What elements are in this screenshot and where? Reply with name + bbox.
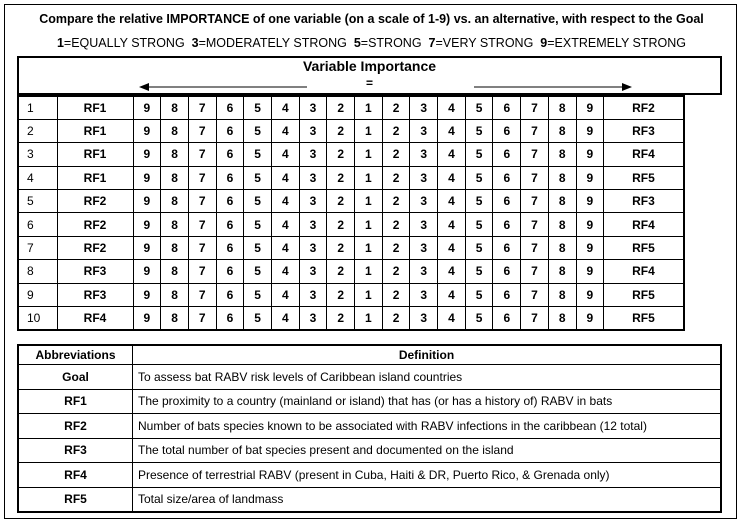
scale-value-cell[interactable]: 5 (244, 96, 272, 119)
scale-value-cell[interactable]: 6 (493, 190, 521, 213)
scale-value-cell[interactable]: 2 (327, 143, 355, 166)
scale-value-cell[interactable]: 9 (133, 213, 161, 236)
abbreviation-row (18, 438, 721, 463)
left-variable: RF1 (57, 96, 133, 119)
scale-value-cell[interactable]: 5 (465, 119, 493, 142)
scale-value-cell[interactable]: 4 (271, 143, 299, 166)
scale-value-cell[interactable]: 7 (521, 236, 549, 259)
scale-value-cell[interactable]: 4 (271, 213, 299, 236)
scale-value-cell[interactable]: 5 (244, 119, 272, 142)
scale-value-cell[interactable]: 9 (133, 166, 161, 189)
scale-value-cell[interactable]: 5 (465, 143, 493, 166)
scale-key-label: =MODERATELY STRONG (198, 36, 347, 50)
abbreviations-header-row (18, 345, 721, 365)
scale-value-cell[interactable]: 2 (382, 307, 410, 330)
scale-value-cell[interactable]: 7 (521, 283, 549, 306)
row-index: 2 (18, 119, 57, 142)
definition-header: Definition (133, 345, 722, 365)
scale-value-cell[interactable]: 4 (438, 260, 466, 283)
scale-value-cell[interactable]: 9 (576, 96, 604, 119)
scale-value-cell[interactable]: 9 (576, 143, 604, 166)
row-index: 8 (18, 260, 57, 283)
scale-key-value: 7 (428, 36, 436, 50)
scale-value-cell[interactable]: 8 (548, 283, 576, 306)
scale-value-cell[interactable]: 5 (244, 143, 272, 166)
scale-value-cell[interactable]: 9 (576, 307, 604, 330)
comparison-row (18, 260, 684, 283)
scale-value-cell[interactable]: 5 (465, 283, 493, 306)
scale-value-cell[interactable]: 3 (299, 236, 327, 259)
row-index: 7 (18, 236, 57, 259)
scale-value-cell[interactable]: 1 (355, 96, 383, 119)
scale-value-cell[interactable]: 6 (216, 307, 244, 330)
abbreviation-definition: The total number of bat species present and documented on the island (133, 438, 722, 463)
scale-value-cell[interactable]: 7 (521, 143, 549, 166)
scale-value-cell[interactable]: 3 (299, 283, 327, 306)
scale-value-cell[interactable]: 2 (327, 96, 355, 119)
scale-value-cell[interactable]: 5 (244, 307, 272, 330)
row-index: 3 (18, 143, 57, 166)
abbreviation-code: RF4 (18, 463, 133, 488)
scale-value-cell[interactable]: 2 (382, 283, 410, 306)
scale-value-cell[interactable]: 1 (355, 190, 383, 213)
scale-value-cell[interactable]: 7 (521, 260, 549, 283)
scale-value-cell[interactable]: 6 (493, 166, 521, 189)
scale-value-cell[interactable]: 2 (382, 213, 410, 236)
row-index: 5 (18, 190, 57, 213)
comparison-table (17, 95, 685, 331)
scale-value-cell[interactable]: 3 (410, 119, 438, 142)
scale-value-cell[interactable]: 4 (271, 96, 299, 119)
scale-key (0, 36, 743, 50)
left-variable: RF2 (57, 213, 133, 236)
scale-value-cell[interactable]: 2 (327, 190, 355, 213)
scale-value-cell[interactable]: 2 (327, 260, 355, 283)
scale-key-label: =STRONG (360, 36, 422, 50)
scale-value-cell[interactable]: 8 (161, 166, 189, 189)
scale-value-cell[interactable]: 9 (576, 260, 604, 283)
abbreviation-definition: The proximity to a country (mainland or island) that has (or has a history of) RABV in bats (133, 389, 722, 414)
scale-value-cell[interactable]: 7 (521, 119, 549, 142)
right-variable: RF2 (604, 96, 684, 119)
scale-value-cell[interactable]: 8 (161, 143, 189, 166)
scale-value-cell[interactable]: 3 (299, 190, 327, 213)
scale-value-cell[interactable]: 8 (161, 96, 189, 119)
scale-value-cell[interactable]: 9 (576, 166, 604, 189)
scale-value-cell[interactable]: 6 (493, 283, 521, 306)
scale-value-cell[interactable]: 9 (133, 96, 161, 119)
scale-value-cell[interactable]: 4 (271, 283, 299, 306)
abbreviation-row (18, 389, 721, 414)
scale-value-cell[interactable]: 1 (355, 283, 383, 306)
comparison-row (18, 166, 684, 189)
scale-value-cell[interactable]: 4 (438, 96, 466, 119)
abbreviations-header: Abbreviations (18, 345, 133, 365)
variable-importance-header (17, 56, 722, 95)
scale-key-item (429, 36, 534, 50)
scale-value-cell[interactable]: 9 (133, 119, 161, 142)
right-variable: RF3 (604, 119, 684, 142)
scale-value-cell[interactable]: 3 (410, 166, 438, 189)
abbreviation-row (18, 463, 721, 488)
scale-value-cell[interactable]: 3 (410, 96, 438, 119)
comparison-row (18, 283, 684, 306)
scale-value-cell[interactable]: 3 (410, 283, 438, 306)
scale-value-cell[interactable]: 1 (355, 307, 383, 330)
scale-value-cell[interactable]: 9 (576, 119, 604, 142)
scale-value-cell[interactable]: 7 (188, 119, 216, 142)
scale-value-cell[interactable]: 6 (216, 190, 244, 213)
scale-value-cell[interactable]: 9 (133, 307, 161, 330)
scale-title: Variable Importance (302, 58, 437, 74)
scale-value-cell[interactable]: 8 (548, 119, 576, 142)
scale-value-cell[interactable]: 7 (188, 166, 216, 189)
scale-value-cell[interactable]: 2 (382, 236, 410, 259)
scale-value-cell[interactable]: 6 (493, 307, 521, 330)
scale-value-cell[interactable]: 3 (299, 260, 327, 283)
scale-value-cell[interactable]: 8 (548, 236, 576, 259)
scale-value-cell[interactable]: 6 (493, 143, 521, 166)
scale-value-cell[interactable]: 2 (382, 143, 410, 166)
scale-value-cell[interactable]: 3 (299, 119, 327, 142)
scale-value-cell[interactable]: 8 (161, 236, 189, 259)
left-variable: RF1 (57, 119, 133, 142)
right-variable: RF5 (604, 236, 684, 259)
scale-value-cell[interactable]: 6 (216, 236, 244, 259)
scale-value-cell[interactable]: 4 (438, 307, 466, 330)
scale-value-cell[interactable]: 7 (521, 190, 549, 213)
scale-value-cell[interactable]: 2 (382, 96, 410, 119)
scale-value-cell[interactable]: 8 (161, 190, 189, 213)
scale-value-cell[interactable]: 8 (548, 190, 576, 213)
scale-value-cell[interactable]: 5 (465, 96, 493, 119)
scale-value-cell[interactable]: 2 (327, 213, 355, 236)
scale-value-cell[interactable]: 4 (271, 260, 299, 283)
scale-value-cell[interactable]: 9 (133, 236, 161, 259)
scale-value-cell[interactable]: 3 (299, 213, 327, 236)
scale-key-label: =VERY STRONG (435, 36, 534, 50)
scale-value-cell[interactable]: 9 (133, 260, 161, 283)
row-index: 1 (18, 96, 57, 119)
abbreviation-code: RF2 (18, 414, 133, 439)
scale-value-cell[interactable]: 5 (465, 307, 493, 330)
abbreviation-definition: To assess bat RABV risk levels of Caribbean island countries (133, 365, 722, 390)
left-variable: RF2 (57, 236, 133, 259)
scale-value-cell[interactable]: 6 (216, 260, 244, 283)
scale-value-cell[interactable]: 6 (493, 119, 521, 142)
scale-value-cell[interactable]: 8 (161, 307, 189, 330)
scale-value-cell[interactable]: 6 (216, 143, 244, 166)
scale-value-cell[interactable]: 4 (271, 307, 299, 330)
abbreviation-code: RF5 (18, 487, 133, 512)
scale-value-cell[interactable]: 8 (161, 213, 189, 236)
scale-value-cell[interactable]: 6 (216, 213, 244, 236)
row-index: 4 (18, 166, 57, 189)
scale-value-cell[interactable]: 5 (465, 236, 493, 259)
scale-value-cell[interactable]: 9 (576, 213, 604, 236)
scale-value-cell[interactable]: 3 (410, 307, 438, 330)
scale-key-label: =EQUALLY STRONG (63, 36, 185, 50)
scale-value-cell[interactable]: 9 (576, 283, 604, 306)
scale-value-cell[interactable]: 1 (355, 119, 383, 142)
scale-key-item (540, 36, 686, 50)
right-variable: RF3 (604, 190, 684, 213)
scale-value-cell[interactable]: 1 (355, 260, 383, 283)
scale-value-cell[interactable]: 2 (327, 283, 355, 306)
scale-key-value: 3 (191, 36, 199, 50)
scale-value-cell[interactable]: 8 (548, 307, 576, 330)
comparison-row (18, 143, 684, 166)
left-variable: RF1 (57, 166, 133, 189)
abbreviation-definition: Number of bats species known to be associated with RABV infections in the caribbean (12 total) (133, 414, 722, 439)
scale-value-cell[interactable]: 1 (355, 236, 383, 259)
scale-value-cell[interactable]: 7 (521, 166, 549, 189)
scale-value-cell[interactable]: 1 (355, 166, 383, 189)
scale-value-cell[interactable]: 6 (216, 283, 244, 306)
row-index: 6 (18, 213, 57, 236)
scale-key-value: 5 (353, 36, 361, 50)
scale-value-cell[interactable]: 7 (188, 190, 216, 213)
scale-value-cell[interactable]: 8 (548, 260, 576, 283)
scale-value-cell[interactable]: 4 (438, 283, 466, 306)
scale-value-cell[interactable]: 7 (188, 260, 216, 283)
scale-value-cell[interactable]: 7 (188, 307, 216, 330)
abbreviation-code: Goal (18, 365, 133, 390)
row-index: 10 (18, 307, 57, 330)
left-variable: RF4 (57, 307, 133, 330)
scale-value-cell[interactable]: 3 (410, 143, 438, 166)
row-index: 9 (18, 283, 57, 306)
scale-value-cell[interactable]: 5 (465, 260, 493, 283)
comparison-row (18, 119, 684, 142)
scale-value-cell[interactable]: 5 (244, 260, 272, 283)
scale-value-cell[interactable]: 5 (244, 236, 272, 259)
scale-value-cell[interactable]: 3 (410, 190, 438, 213)
scale-key-item (192, 36, 347, 50)
scale-value-cell[interactable]: 7 (188, 96, 216, 119)
abbreviation-row (18, 365, 721, 390)
scale-value-cell[interactable]: 3 (410, 236, 438, 259)
abbreviation-definition: Presence of terrestrial RABV (present in Cuba, Haiti & DR, Puerto Rico, & Grenada only) (133, 463, 722, 488)
scale-key-label: =EXTREMELY STRONG (547, 36, 687, 50)
scale-value-cell[interactable]: 2 (382, 260, 410, 283)
scale-value-cell[interactable]: 9 (133, 283, 161, 306)
scale-value-cell[interactable]: 3 (299, 96, 327, 119)
scale-value-cell[interactable]: 4 (438, 119, 466, 142)
scale-value-cell[interactable]: 9 (576, 190, 604, 213)
scale-value-cell[interactable]: 6 (216, 96, 244, 119)
scale-value-cell[interactable]: 4 (271, 190, 299, 213)
scale-value-cell[interactable]: 4 (271, 119, 299, 142)
instruction-text: Compare the relative IMPORTANCE of one variable (on a scale of 1-9) vs. an alternative, with respect to the Goal (39, 12, 704, 26)
comparison-row (18, 213, 684, 236)
abbreviation-definition: Total size/area of landmass (133, 487, 722, 512)
scale-value-cell[interactable]: 6 (493, 213, 521, 236)
scale-value-cell[interactable]: 5 (465, 190, 493, 213)
scale-value-cell[interactable]: 7 (188, 236, 216, 259)
scale-value-cell[interactable]: 2 (327, 236, 355, 259)
scale-value-cell[interactable]: 1 (355, 213, 383, 236)
abbreviations-table (17, 344, 722, 513)
scale-value-cell[interactable]: 3 (410, 213, 438, 236)
abbreviation-row (18, 487, 721, 512)
scale-value-cell[interactable]: 2 (327, 166, 355, 189)
right-variable: RF4 (604, 143, 684, 166)
comparison-row (18, 96, 684, 119)
scale-value-cell[interactable]: 7 (188, 213, 216, 236)
left-variable: RF1 (57, 143, 133, 166)
scale-value-cell[interactable]: 4 (271, 236, 299, 259)
scale-value-cell[interactable]: 6 (493, 260, 521, 283)
left-variable: RF3 (57, 260, 133, 283)
scale-value-cell[interactable]: 7 (521, 96, 549, 119)
scale-key-value: 1 (56, 36, 64, 50)
scale-value-cell[interactable]: 8 (161, 260, 189, 283)
equal-sign: = (365, 76, 373, 90)
scale-value-cell[interactable]: 6 (216, 119, 244, 142)
left-variable: RF2 (57, 190, 133, 213)
scale-value-cell[interactable]: 4 (438, 166, 466, 189)
scale-value-cell[interactable]: 4 (438, 143, 466, 166)
scale-value-cell[interactable]: 3 (299, 166, 327, 189)
comparison-row (18, 190, 684, 213)
scale-value-cell[interactable]: 8 (161, 283, 189, 306)
scale-value-cell[interactable]: 4 (271, 166, 299, 189)
scale-value-cell[interactable]: 5 (465, 166, 493, 189)
scale-value-cell[interactable]: 8 (548, 143, 576, 166)
scale-value-cell[interactable]: 2 (327, 307, 355, 330)
scale-value-cell[interactable]: 7 (521, 307, 549, 330)
scale-value-cell[interactable]: 9 (576, 236, 604, 259)
abbreviation-row (18, 414, 721, 439)
scale-value-cell[interactable]: 4 (438, 213, 466, 236)
scale-value-cell[interactable]: 6 (216, 166, 244, 189)
scale-value-cell[interactable]: 5 (244, 213, 272, 236)
scale-value-cell[interactable]: 4 (438, 190, 466, 213)
right-variable: RF4 (604, 213, 684, 236)
scale-value-cell[interactable]: 2 (327, 119, 355, 142)
comparison-row (18, 236, 684, 259)
abbreviation-code: RF1 (18, 389, 133, 414)
scale-key-item (57, 36, 185, 50)
scale-value-cell[interactable]: 5 (244, 166, 272, 189)
scale-value-cell[interactable]: 8 (548, 213, 576, 236)
scale-value-cell[interactable]: 5 (244, 190, 272, 213)
abbreviation-code: RF3 (18, 438, 133, 463)
right-variable: RF4 (604, 260, 684, 283)
scale-value-cell[interactable]: 2 (382, 119, 410, 142)
scale-value-cell[interactable]: 8 (548, 166, 576, 189)
scale-value-cell[interactable]: 9 (133, 190, 161, 213)
scale-value-cell[interactable]: 5 (244, 283, 272, 306)
scale-value-cell[interactable]: 5 (465, 213, 493, 236)
scale-value-cell[interactable]: 6 (493, 96, 521, 119)
scale-value-cell[interactable]: 9 (133, 143, 161, 166)
right-variable: RF5 (604, 283, 684, 306)
scale-value-cell[interactable]: 3 (410, 260, 438, 283)
comparison-row (18, 307, 684, 330)
scale-value-cell[interactable]: 7 (188, 283, 216, 306)
scale-value-cell[interactable]: 7 (521, 213, 549, 236)
scale-value-cell[interactable]: 4 (438, 236, 466, 259)
scale-key-item (354, 36, 422, 50)
scale-value-cell[interactable]: 1 (355, 143, 383, 166)
scale-value-cell[interactable]: 8 (548, 96, 576, 119)
scale-value-cell[interactable]: 3 (299, 143, 327, 166)
right-variable: RF5 (604, 307, 684, 330)
scale-value-cell[interactable]: 8 (161, 119, 189, 142)
left-variable: RF3 (57, 283, 133, 306)
scale-value-cell[interactable]: 2 (382, 166, 410, 189)
scale-value-cell[interactable]: 3 (299, 307, 327, 330)
scale-value-cell[interactable]: 2 (382, 190, 410, 213)
scale-key-value: 9 (540, 36, 548, 50)
scale-value-cell[interactable]: 6 (493, 236, 521, 259)
scale-value-cell[interactable]: 7 (188, 143, 216, 166)
right-variable: RF5 (604, 166, 684, 189)
